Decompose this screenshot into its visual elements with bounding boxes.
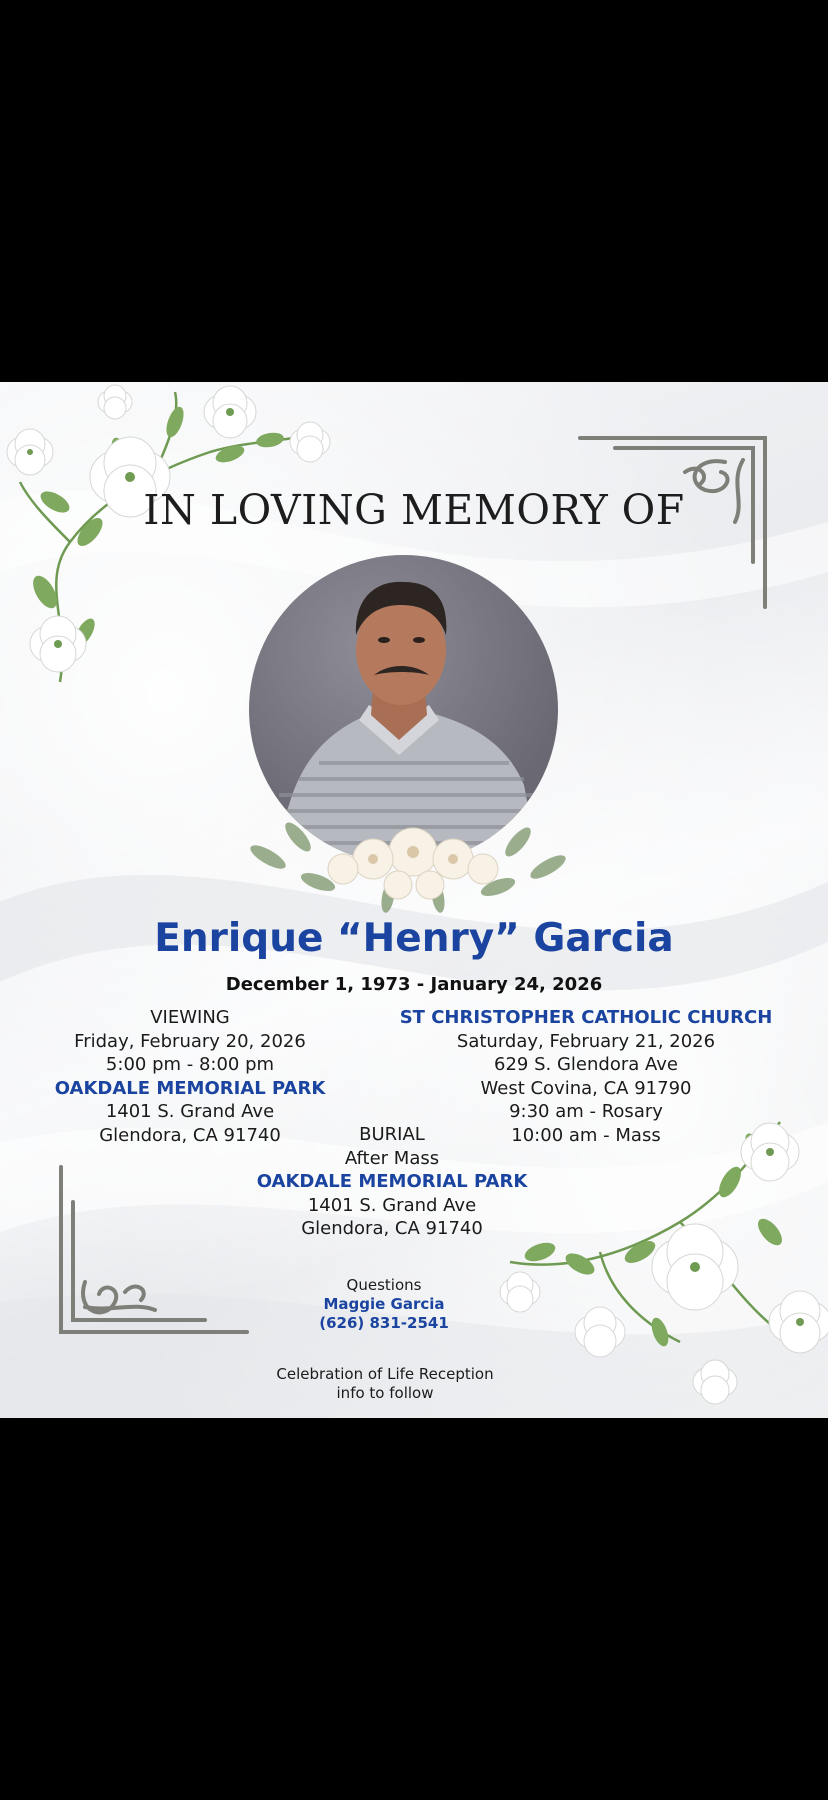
memorial-card bbox=[0, 382, 828, 1418]
contact-block bbox=[284, 1276, 484, 1333]
contact-phone: (626) 831-2541 bbox=[319, 1314, 449, 1332]
viewing-date: Friday, February 20, 2026 bbox=[74, 1030, 306, 1052]
corner-flourish-icon bbox=[55, 1162, 255, 1342]
viewing-venue: OAKDALE MEMORIAL PARK bbox=[54, 1077, 326, 1099]
mass-city: West Covina, CA 91790 bbox=[480, 1077, 692, 1099]
burial-label: BURIAL bbox=[359, 1124, 425, 1145]
reception-line-1: Celebration of Life Reception bbox=[276, 1365, 494, 1383]
burial-address: 1401 S. Grand Ave bbox=[307, 1194, 477, 1216]
mass-time: 10:00 am - Mass bbox=[511, 1124, 661, 1146]
rosary-time: 9:30 am - Rosary bbox=[509, 1101, 663, 1122]
mass-venue: ST CHRISTOPHER CATHOLIC CHURCH bbox=[399, 1007, 773, 1028]
burial-when: After Mass bbox=[344, 1147, 440, 1169]
burial-block bbox=[242, 1123, 542, 1241]
viewing-address: 1401 S. Grand Ave bbox=[105, 1101, 275, 1122]
contact-name: Maggie Garcia bbox=[323, 1295, 445, 1313]
memorial-heading: IN LOVING MEMORY OF bbox=[143, 486, 685, 534]
contact-label: Questions bbox=[346, 1276, 422, 1294]
viewing-label: VIEWING bbox=[150, 1007, 230, 1028]
flower-cluster-icon bbox=[238, 797, 588, 917]
mass-address: 629 S. Glendora Ave bbox=[494, 1054, 678, 1075]
deceased-name: Enrique “Henry” Garcia bbox=[154, 916, 674, 961]
reception-line-2: info to follow bbox=[336, 1384, 434, 1402]
reception-note bbox=[235, 1365, 535, 1403]
viewing-time: 5:00 pm - 8:00 pm bbox=[105, 1054, 275, 1075]
burial-venue: OAKDALE MEMORIAL PARK bbox=[256, 1171, 528, 1192]
burial-city: Glendora, CA 91740 bbox=[301, 1218, 483, 1239]
mass-date: Saturday, February 21, 2026 bbox=[456, 1030, 716, 1052]
viewing-city: Glendora, CA 91740 bbox=[99, 1124, 281, 1146]
life-dates: December 1, 1973 - January 24, 2026 bbox=[225, 974, 603, 995]
